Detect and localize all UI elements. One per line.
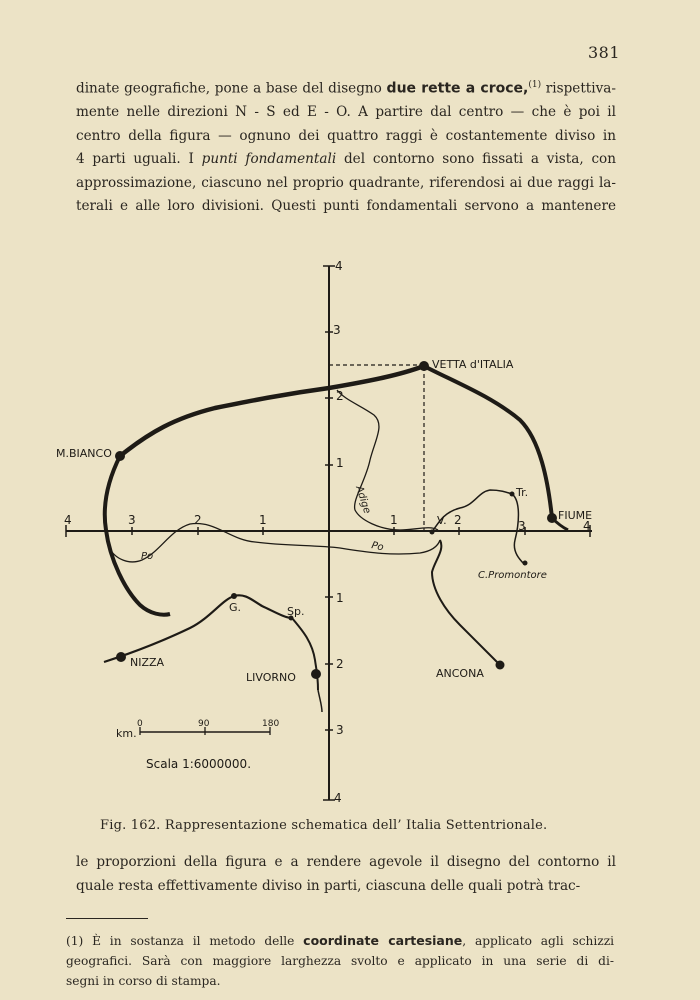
text-line: terali e alle loro divisioni. Questi punti fondamentali servono a mantenere (76, 198, 616, 215)
ligurian-coast (104, 595, 292, 662)
ancona-point (496, 661, 505, 670)
text-line (76, 148, 616, 172)
scale-label: Scala 1:6000000. (146, 757, 252, 771)
tick-label: 1 (390, 513, 398, 527)
fiume-point (547, 513, 557, 523)
place-labels (56, 358, 592, 684)
tick-label: 2 (336, 657, 344, 671)
adriatic-coast (432, 540, 500, 665)
tick-label: 3 (336, 723, 344, 737)
text-run: , applicato agli schizzi (462, 934, 615, 948)
monte-bianco-label: M.BIANCO (56, 447, 112, 460)
alps-contour (120, 366, 424, 456)
page-number: 381 (588, 43, 621, 62)
venezia-label: V. (437, 514, 447, 527)
trieste-label: Tr. (516, 486, 529, 499)
venezia-point (430, 530, 435, 535)
vetta-point (419, 361, 429, 371)
text-line: centro della figura — ognuno dei quattro raggi è costantemente diviso in (76, 127, 616, 144)
adige-river (337, 390, 438, 530)
vetta-label: VETTA d'ITALIA (432, 358, 514, 371)
scale-bar (116, 719, 279, 771)
scale-tick: 90 (198, 719, 210, 729)
tick-label: 4 (335, 259, 343, 273)
tick-label: 2 (336, 389, 344, 403)
tick-label: 1 (336, 591, 344, 605)
text-run: (1) È in sostanza il metodo delle (66, 934, 295, 948)
nizza-label: NIZZA (130, 656, 165, 669)
west-contour (105, 456, 170, 615)
scale-unit: km. (116, 727, 137, 740)
trieste-point (510, 492, 515, 497)
text-line: le proporzioni della figura e a rendere agevole il disegno del contorno il (76, 854, 616, 870)
text-run: dinate geografiche, pone a base del disegno (76, 80, 382, 97)
tick-label: 3 (518, 519, 526, 533)
tick-label: 4 (334, 791, 342, 805)
adige-label: Adige (353, 484, 373, 516)
scale-tick: 0 (137, 719, 143, 729)
tick-label: 2 (454, 513, 462, 527)
tick-label: 4 (64, 513, 72, 527)
footnote-marker: (1) (528, 80, 542, 90)
nizza-point (116, 652, 126, 662)
text-line: mente nelle direzioni N - S ed E - O. A partire dal centro — che è poi il (76, 104, 616, 121)
figure-caption: Fig. 162. Rappresentazione schematica dell’ Italia Settentrionale. (100, 818, 548, 833)
footnote-line: geografici. Sarà con maggiore larghezza svolto e applicato in una serie di di- (66, 954, 614, 968)
schematic-map (0, 250, 700, 810)
text-line: approssimazione, ciascuno nel proprio quadrante, riferendosi ai due raggi la- (76, 174, 616, 191)
tick-label: 2 (194, 513, 202, 527)
text-run: del contorno sono fissati a vista, con (343, 151, 616, 168)
tick-label: 4 (583, 519, 591, 533)
footnote (66, 931, 614, 991)
tick-label: 3 (128, 513, 136, 527)
bold-text-run: coordinate cartesiane (303, 933, 463, 948)
footnote-rule (66, 918, 148, 919)
tuscan-coast (318, 690, 322, 712)
body-paragraph-1 (76, 74, 616, 219)
po-label: Po (370, 540, 385, 554)
bold-text-run: due rette a croce, (386, 80, 529, 97)
footnote-line: segni in corso di stampa. (66, 974, 221, 988)
figure (0, 250, 700, 810)
monte-bianco-point (115, 451, 125, 461)
text-line: quale resta effettivamente diviso in parti, ciascuna delle quali potrà trac- (76, 877, 581, 894)
text-line (76, 74, 616, 101)
east-alps-contour (424, 366, 552, 518)
footnote-line (66, 931, 614, 951)
promontore-label: C.Promontore (478, 570, 547, 581)
genova-label: G. (229, 601, 242, 614)
tick-label: 1 (336, 456, 344, 470)
ancona-label: ANCONA (436, 667, 484, 680)
scale-tick: 180 (262, 719, 280, 729)
text-run: 4 parti uguali. I (76, 151, 194, 168)
livorno-label: LIVORNO (246, 671, 296, 684)
istria-coast (432, 490, 525, 565)
italic-text-run: punti fondamentali (201, 151, 337, 168)
livorno-point (311, 669, 321, 679)
body-paragraph-2 (76, 851, 616, 898)
text-run: rispettiva- (545, 80, 616, 97)
genova-point (231, 593, 237, 599)
po-label: Po (141, 551, 154, 562)
tick-label: 3 (333, 323, 341, 337)
tick-label: 1 (259, 513, 267, 527)
promontore-point (523, 561, 528, 566)
spezia-label: Sp. (287, 605, 305, 618)
fiume-label: FIUME (558, 509, 593, 522)
